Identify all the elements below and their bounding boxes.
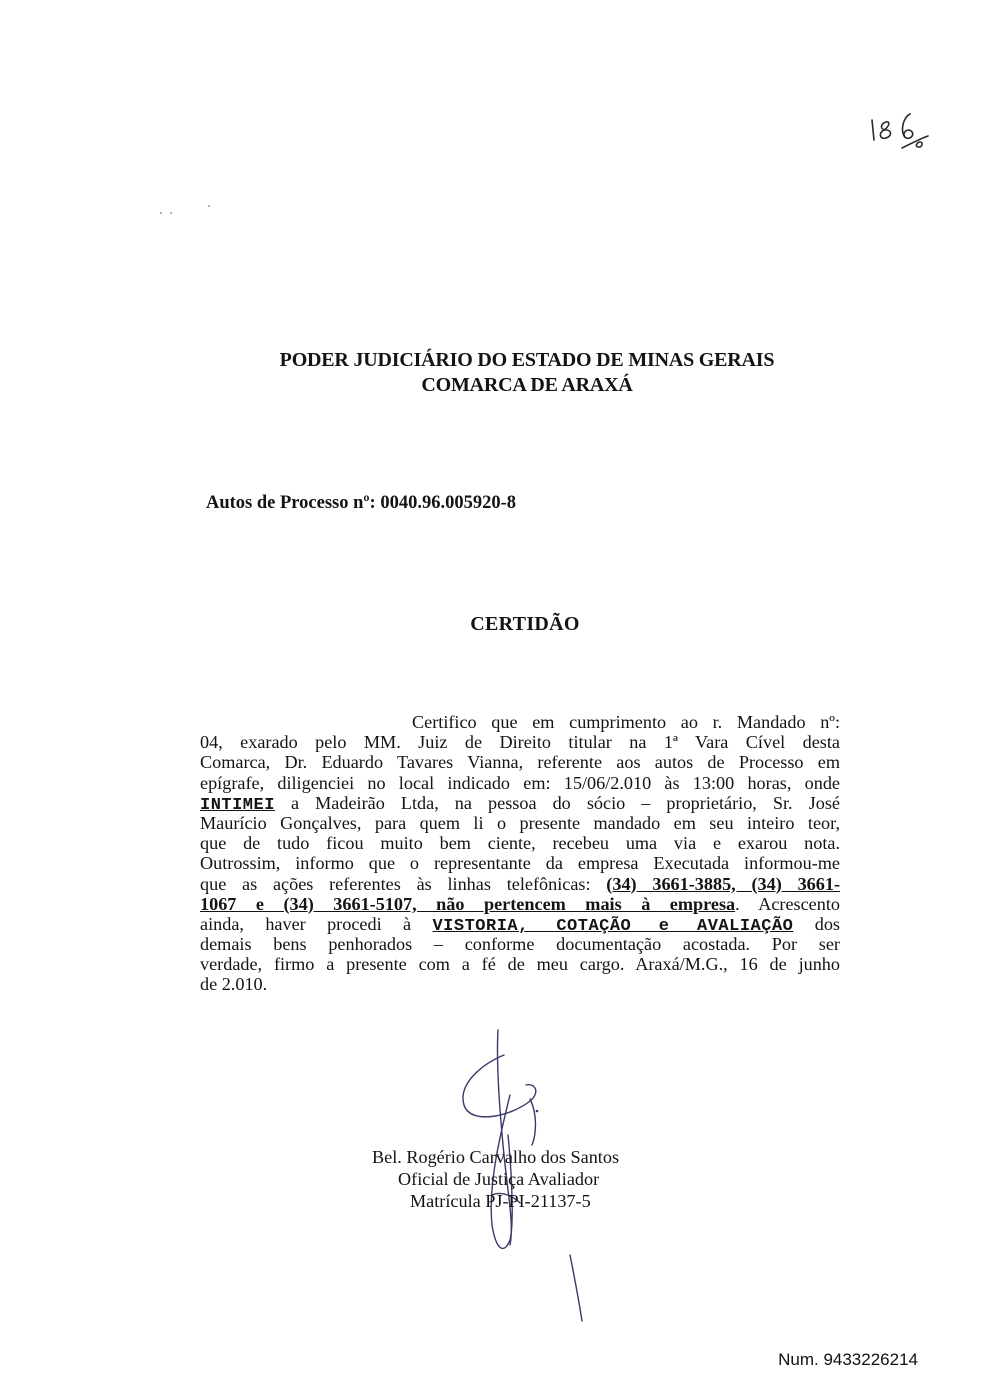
folio-handwriting [862,100,942,160]
phone-lines-emphasis: (34) 3661-3885, (34) 3661- [606,873,840,894]
body-line: 1067 e (34) 3661-5107, não pertencem mais à empresa. Acrescento [200,893,841,914]
document-title: CERTIDÃO [470,613,580,635]
court-name: PODER JUDICIÁRIO DO ESTADO DE MINAS GERAIS [279,349,775,371]
body-line: ainda, haver procedi à VISTORIA, COTAÇÃO e AVALIAÇÃO dos [200,913,841,936]
document-number: Num. 9433226214 [778,1350,918,1369]
phone-lines-emphasis: 1067 e (34) 3661-5107, não pertencem mais à empresa [200,893,736,914]
body-line: epígrafe, diligenciei no local indicado em: 15/06/2.010 às 13:00 horas, onde [200,772,840,793]
signer-name: Bel. Rogério Carvalho dos Santos [372,1147,620,1167]
body-line: INTIMEI a Madeirão Ltda, na pessoa do sócio – proprietário, Sr. José [200,792,840,815]
body-line: Outrossim, informo que o representante da empresa Executada informou-me [200,853,840,874]
signer-registration: Matrícula PJ-PI-21137-5 [410,1191,591,1211]
handwritten-folio-number [862,100,942,160]
scan-speck [160,212,162,214]
body-line: 04, exarado pelo MM. Juiz de Direito titular na 1ª Vara Cível desta [200,732,840,753]
body-line: demais bens penhorados – conforme documentação acostada. Por ser [200,934,840,955]
body-line: que de tudo ficou muito bem ciente, recebeu uma via e exarou nota. [200,833,840,854]
inspection-emphasis: VISTORIA, COTAÇÃO e AVALIAÇÃO [432,916,794,936]
body-line: Certifico que em cumprimento ao r. Mandado nº: [412,712,840,732]
scan-speck [170,212,172,214]
intimei-emphasis: INTIMEI [200,795,275,815]
body-line: de 2.010. [200,974,268,995]
body-line: Maurício Gonçalves, para quem li o presente mandado em seu inteiro teor, [200,812,840,833]
body-line: Comarca, Dr. Eduardo Tavares Vianna, referente aos autos de Processo em [200,752,840,773]
signer-role: Oficial de Justiça Avaliador [398,1169,600,1189]
certificate-body [200,712,840,995]
district-name: COMARCA DE ARAXÁ [421,374,633,396]
process-number: Autos de Processo nº: 0040.96.005920-8 [206,493,516,513]
court-header [262,348,792,398]
body-line: verdade, firmo a presente com a fé de meu cargo. Araxá/M.G., 16 de junho [200,954,840,975]
scan-speck [208,205,210,207]
body-line: que as ações referentes às linhas telefônicas: (34) 3661-3885, (34) 3661- [200,873,840,894]
signature-block [372,1146,662,1212]
